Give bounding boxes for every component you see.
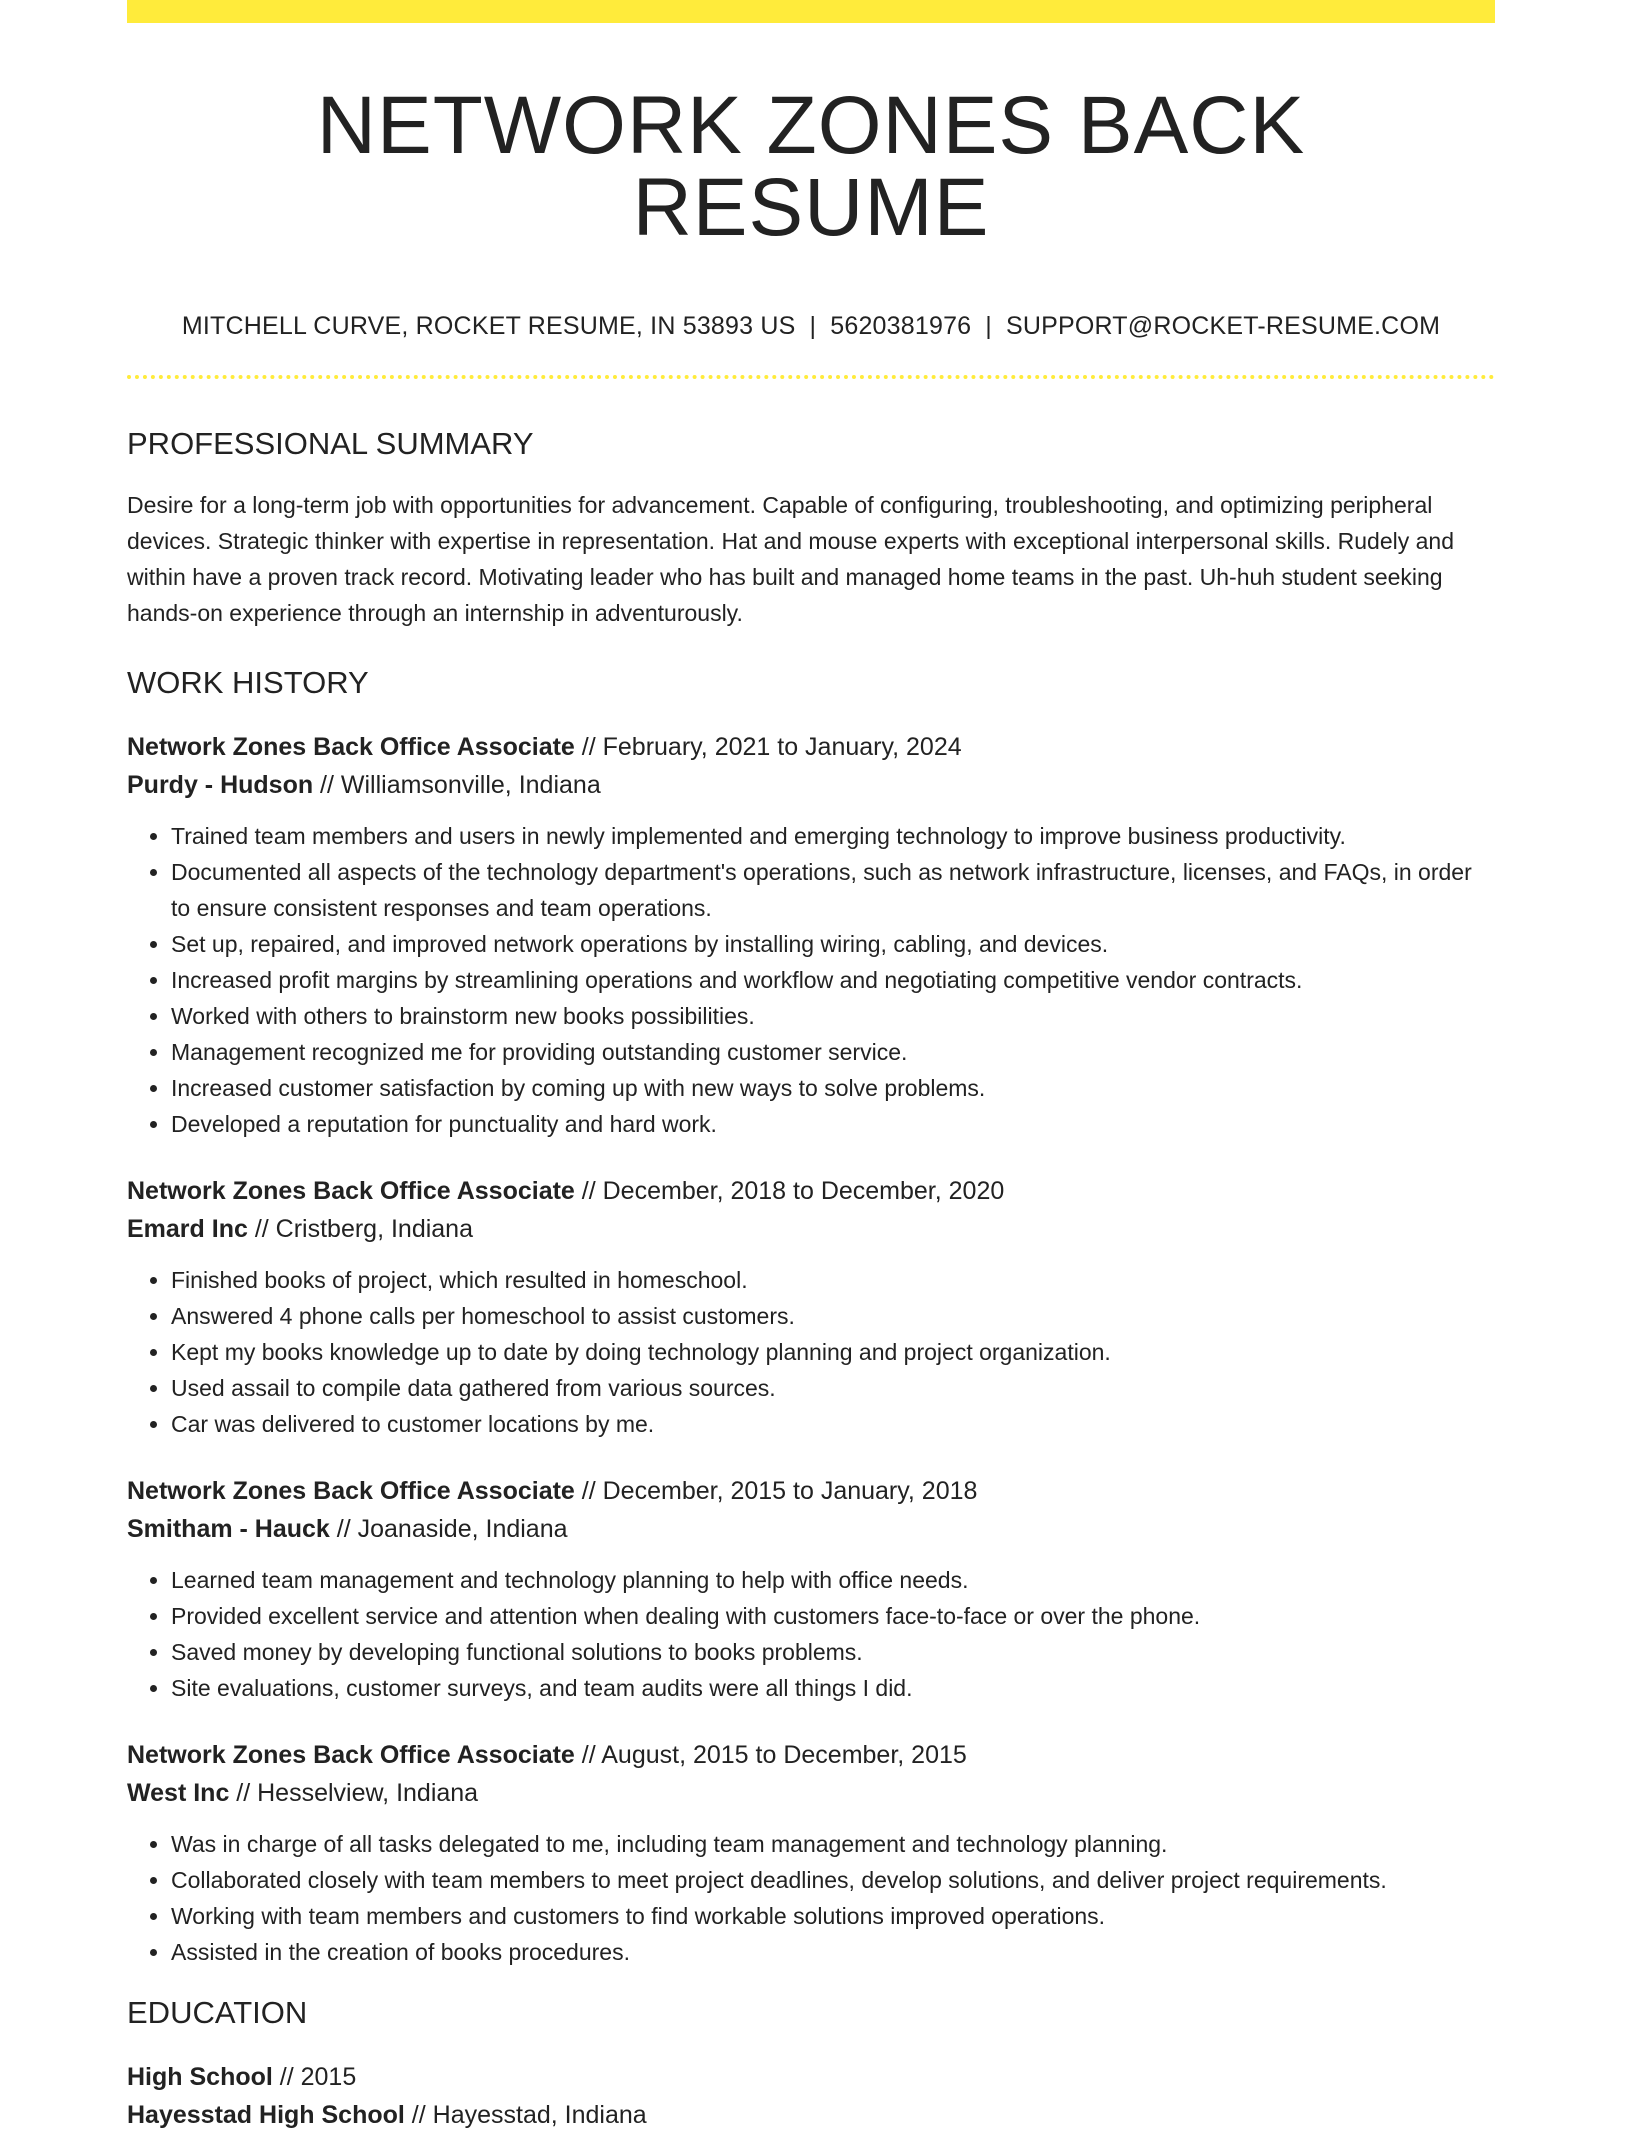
education-heading: EDUCATION xyxy=(127,1995,308,2031)
job-bullet: • Increased customer satisfaction by coming up with new ways to solve problems. xyxy=(171,1070,1495,1106)
job-entry xyxy=(127,728,1495,1142)
job-bullet: • Site evaluations, customer surveys, and team audits were all things I did. xyxy=(171,1670,1495,1706)
job-company: Smitham - Hauck xyxy=(127,1515,330,1544)
work-history-heading: WORK HISTORY xyxy=(127,665,369,701)
job-bullet: • Developed a reputation for punctuality and hard work. xyxy=(171,1106,1495,1142)
job-role: Network Zones Back Office Associate xyxy=(127,733,575,762)
job-dates: // December, 2015 to January, 2018 xyxy=(574,1477,978,1506)
resume-page xyxy=(127,0,1495,2134)
job-location: // Hesselview, Indiana xyxy=(229,1779,479,1808)
job-company-line xyxy=(127,1774,1495,1812)
education-entry xyxy=(127,2058,1495,2134)
job-bullet: • Increased profit margins by streamlining operations and workflow and negotiating competitive vendor contracts. xyxy=(171,962,1495,998)
job-company-line xyxy=(127,766,1495,804)
education-degree: High School xyxy=(127,2062,273,2091)
job-location: // Cristberg, Indiana xyxy=(247,1215,473,1244)
contact-separator: | xyxy=(985,312,992,340)
job-bullet: • Used assail to compile data gathered from various sources. xyxy=(171,1370,1495,1406)
job-bullet: • Kept my books knowledge up to date by doing technology planning and project organization. xyxy=(171,1334,1495,1370)
job-bullet-list xyxy=(127,1562,1495,1706)
job-company-line xyxy=(127,1210,1495,1248)
job-role: Network Zones Back Office Associate xyxy=(127,1477,575,1506)
job-bullet: • Documented all aspects of the technology department's operations, such as network infrastructure, licenses, and FAQs, in order to ensure consistent responses and team operations. xyxy=(171,854,1495,926)
job-bullet: • Trained team members and users in newly implemented and emerging technology to improve business productivity. xyxy=(171,818,1495,854)
job-title-line xyxy=(127,728,1495,766)
education-degree-line xyxy=(127,2058,1495,2096)
job-bullet: • Finished books of project, which resulted in homeschool. xyxy=(171,1262,1495,1298)
job-location: // Joanaside, Indiana xyxy=(329,1515,568,1544)
job-entry xyxy=(127,1472,1495,1706)
job-company: West Inc xyxy=(127,1779,230,1808)
job-bullet: • Saved money by developing functional solutions to books problems. xyxy=(171,1634,1495,1670)
contact-email: SUPPORT@ROCKET-RESUME.COM xyxy=(1005,312,1441,340)
job-title-line xyxy=(127,1472,1495,1510)
contact-phone: 5620381976 xyxy=(830,312,972,340)
job-bullet: • Worked with others to brainstorm new books possibilities. xyxy=(171,998,1495,1034)
job-bullet: • Working with team members and customers to find workable solutions improved operations. xyxy=(171,1898,1495,1934)
job-location: // Williamsonville, Indiana xyxy=(313,771,601,800)
job-bullet: • Collaborated closely with team members to meet project deadlines, develop solutions, and deliver project requirements. xyxy=(171,1862,1495,1898)
education-school: Hayesstad High School xyxy=(127,2100,405,2129)
education-location: // Hayesstad, Indiana xyxy=(404,2100,647,2129)
education-school-line xyxy=(127,2096,1495,2134)
job-dates: // December, 2018 to December, 2020 xyxy=(574,1177,1005,1206)
accent-top-bar xyxy=(127,0,1495,23)
job-role: Network Zones Back Office Associate xyxy=(127,1177,575,1206)
job-company: Emard Inc xyxy=(127,1215,248,1244)
contact-line xyxy=(127,311,1495,341)
contact-address: MITCHELL CURVE, ROCKET RESUME, IN 53893 US xyxy=(181,312,796,340)
summary-text: Desire for a long-term job with opportunities for advancement. Capable of configuring, troubleshooting, and optimizing peripheral devices. Strategic thinker with expertise in representation. Hat and mouse experts with exceptional interpersonal skills. Rudely and within have a proven track record. Motivating leader who has built and managed home teams in the past. Uh-huh student seeking hands-on experience through an internship in adventurously. xyxy=(127,492,1455,627)
job-title-line xyxy=(127,1172,1495,1210)
job-bullet: • Management recognized me for providing outstanding customer service. xyxy=(171,1034,1495,1070)
job-dates: // February, 2021 to January, 2024 xyxy=(574,733,962,762)
job-bullet: • Car was delivered to customer locations by me. xyxy=(171,1406,1495,1442)
contact-separator: | xyxy=(809,312,817,340)
resume-name: NETWORK ZONES BACK RESUME xyxy=(316,80,1306,253)
job-bullet: • Provided excellent service and attention when dealing with customers face-to-face or over the phone. xyxy=(171,1598,1495,1634)
job-bullet-list xyxy=(127,1262,1495,1442)
job-entry xyxy=(127,1172,1495,1442)
job-bullet: • Assisted in the creation of books procedures. xyxy=(171,1934,1495,1970)
job-role: Network Zones Back Office Associate xyxy=(127,1741,575,1770)
job-bullet: • Was in charge of all tasks delegated to me, including team management and technology planning. xyxy=(171,1826,1495,1862)
job-bullet: • Learned team management and technology planning to help with office needs. xyxy=(171,1562,1495,1598)
job-bullet: • Set up, repaired, and improved network operations by installing wiring, cabling, and devices. xyxy=(171,926,1495,962)
job-title-line xyxy=(127,1736,1495,1774)
summary-heading: PROFESSIONAL SUMMARY xyxy=(127,426,534,461)
job-bullet-list xyxy=(127,1826,1495,1970)
job-bullet: • Answered 4 phone calls per homeschool to assist customers. xyxy=(171,1298,1495,1334)
job-bullet-list xyxy=(127,818,1495,1142)
dotted-divider xyxy=(127,375,1495,379)
job-entry xyxy=(127,1736,1495,1970)
job-company: Purdy - Hudson xyxy=(127,771,314,800)
job-company-line xyxy=(127,1510,1495,1548)
job-dates: // August, 2015 to December, 2015 xyxy=(574,1741,967,1770)
education-year: // 2015 xyxy=(272,2062,357,2091)
work-history-list xyxy=(127,728,1495,1970)
